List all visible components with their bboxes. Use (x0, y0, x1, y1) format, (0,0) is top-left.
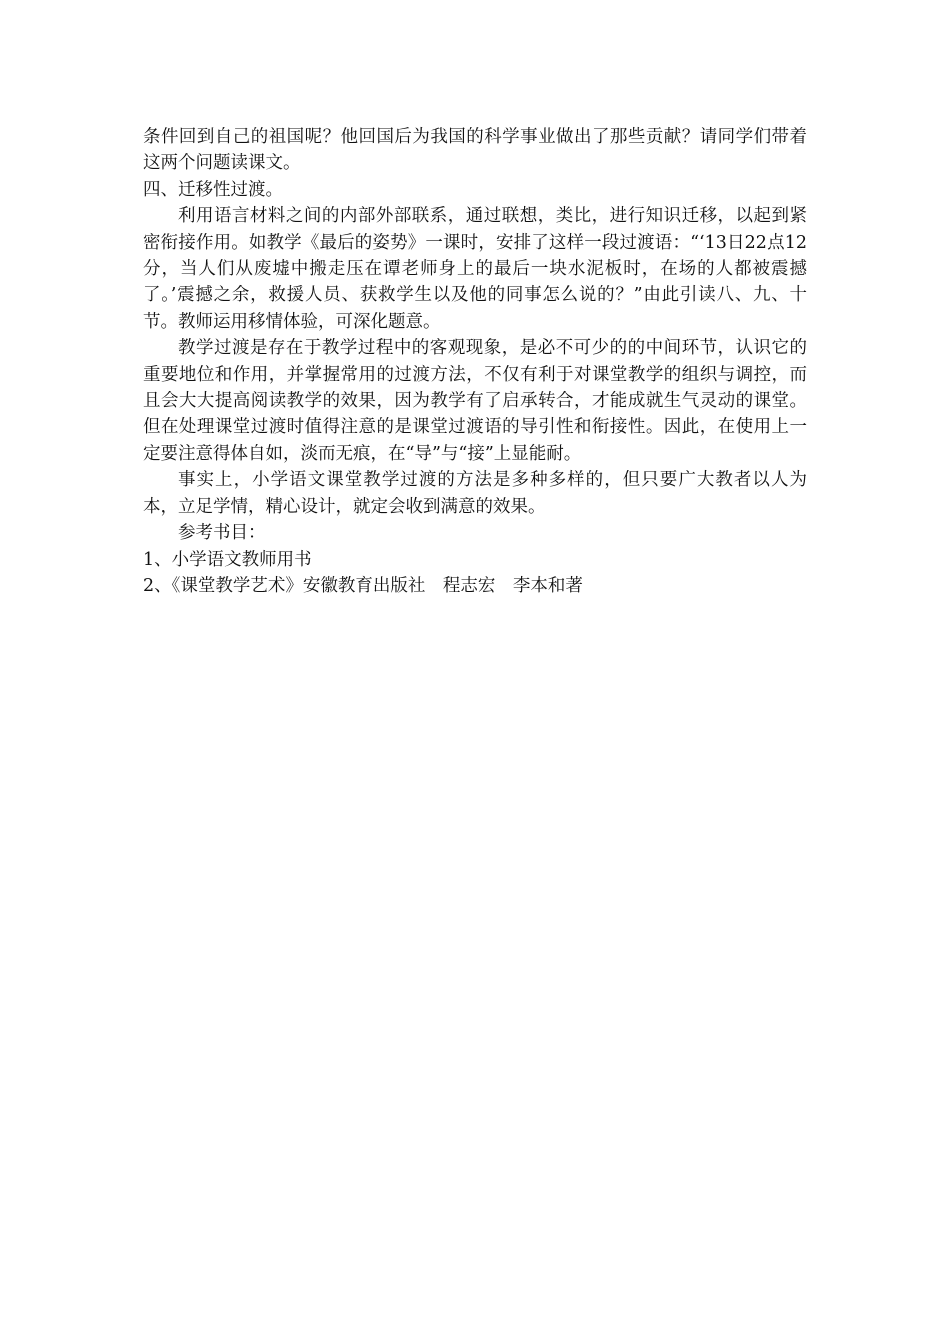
document-body (143, 124, 807, 599)
paragraph-conclusion: 事实上，小学语文课堂教学过渡的方法是多种多样的，但只要广大教者以人为本，立足学情，精心设计，就定会收到满意的效果。 (143, 470, 807, 517)
paragraph-transfer-transition: 利用语言材料之间的内部外部联系，通过联想，类比，进行知识迁移，以起到紧密衔接作用。如教学《最后的姿势》一课时，安排了这样一段过渡语：“‘13日22点12分，当人们从废墟中搬走压在谭老师身上的最后一块水泥板时，在场的人都被震撼了。’震撼之余，救援人员、获救学生以及他的同事怎么说的？”由此引读八、九、十节。教师运用移情体验，可深化题意。 (143, 206, 807, 332)
paragraph-continuation: 条件回到自己的祖国呢？他回国后为我国的科学事业做出了那些贡献？请同学们带着这两个问题读课文。 (143, 127, 807, 174)
reference-item-1: 1、小学语文教师用书 (143, 549, 312, 570)
section-heading-transfer-transition: 四、迁移性过渡。 (143, 179, 283, 200)
reference-item-2: 2、《课堂教学艺术》安徽教育出版社 程志宏 李本和著 (143, 575, 583, 596)
paragraph-teaching-transition-summary: 教学过渡是存在于教学过程中的客观现象，是必不可少的的中间环节，认识它的重要地位和作用，并掌握常用的过渡方法，不仅有利于对课堂教学的组织与调控，而且会大大提高阅读教学的效果，因为教学有了启承转合，才能成就生气灵动的课堂。但在处理课堂过渡时值得注意的是课堂过渡语的导引性和衔接性。因此，在使用上一定要注意得体自如，淡而无痕，在“导”与“接”上显能耐。 (143, 338, 807, 464)
references-heading: 参考书目： (178, 523, 266, 544)
